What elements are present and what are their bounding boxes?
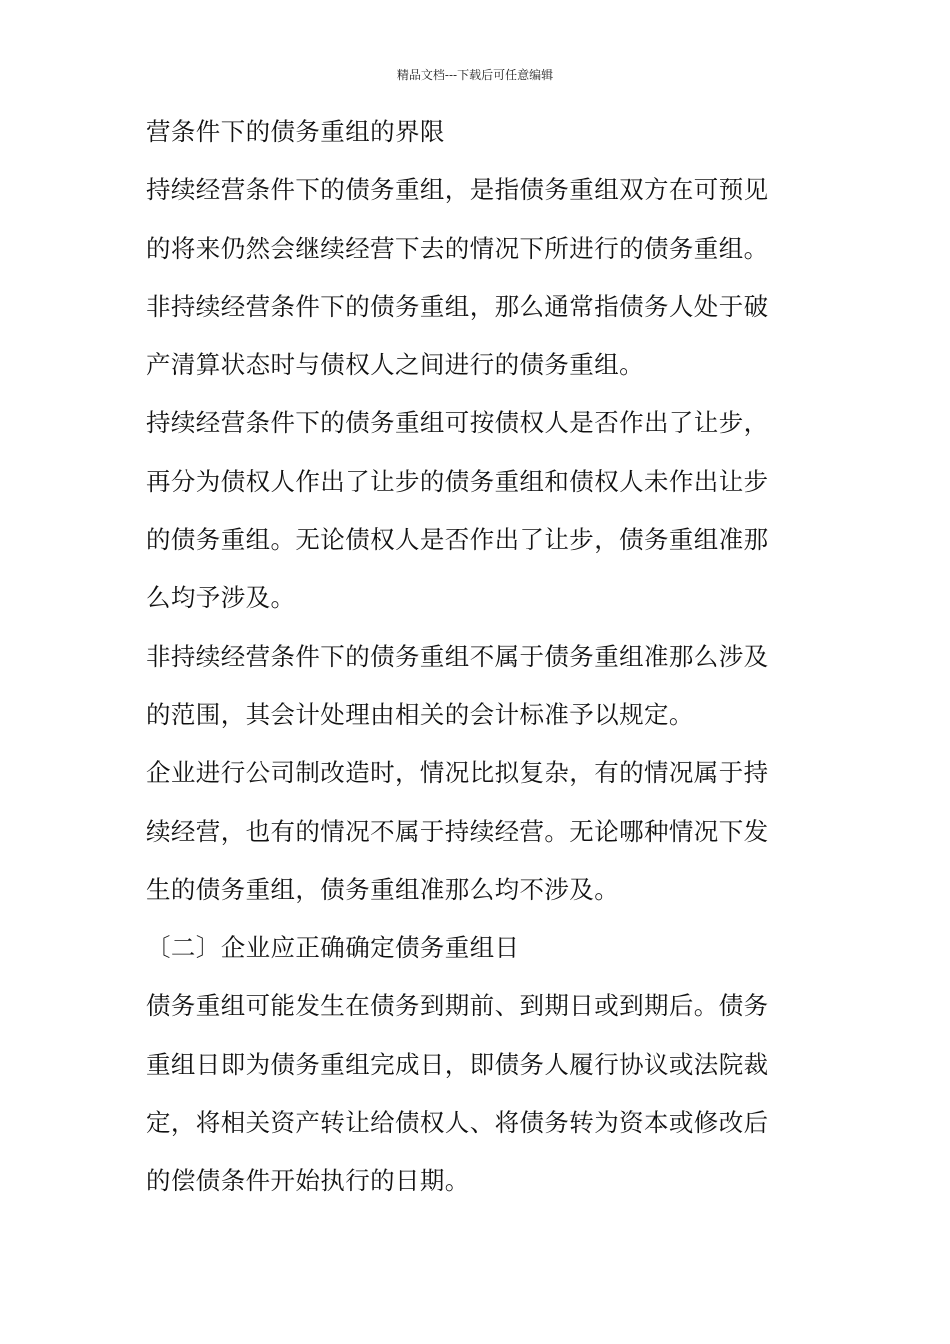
text-line: 的范围，其会计处理由相关的会计标准予以规定。 [146, 699, 694, 729]
text-line: 的将来仍然会继续经营下去的情况下所进行的债务重组。 [146, 233, 769, 263]
text-line: 的偿债条件开始执行的日期。 [146, 1166, 470, 1196]
text-line: 续经营，也有的情况不属于持续经营。无论哪种情况下发 [146, 816, 769, 846]
section-heading: 〔二〕企业应正确确定债务重组日 [146, 933, 520, 963]
text-line: 生的债务重组，债务重组准那么均不涉及。 [146, 874, 620, 904]
text-line: 非持续经营条件下的债务重组，那么通常指债务人处于破 [146, 291, 769, 321]
text-line: 非持续经营条件下的债务重组不属于债务重组准那么涉及 [146, 641, 769, 671]
document-body [146, 112, 796, 1220]
page-header: 精品文档---下载后可任意编辑 [396, 68, 554, 82]
text-line: 的债务重组。无论债权人是否作出了让步，债务重组准那 [146, 525, 769, 555]
text-line: 产清算状态时与债权人之间进行的债务重组。 [146, 350, 644, 380]
text-line: 债务重组可能发生在债务到期前、到期日或到期后。债务 [146, 991, 769, 1021]
text-line: 持续经营条件下的债务重组可按债权人是否作出了让步， [146, 408, 769, 438]
text-line: 营条件下的债务重组的界限 [146, 117, 445, 146]
text-line: 持续经营条件下的债务重组，是指债务重组双方在可预见 [146, 175, 769, 205]
text-line: 定，将相关资产转让给债权人、将债务转为资本或修改后 [146, 1108, 769, 1138]
text-line: 重组日即为债务重组完成日，即债务人履行协议或法院裁 [146, 1049, 769, 1079]
text-line: 再分为债权人作出了让步的债务重组和债权人未作出让步 [146, 466, 769, 496]
text-line: 企业进行公司制改造时，情况比拟复杂，有的情况属于持 [146, 758, 769, 788]
text-line: 么均予涉及。 [146, 583, 296, 613]
